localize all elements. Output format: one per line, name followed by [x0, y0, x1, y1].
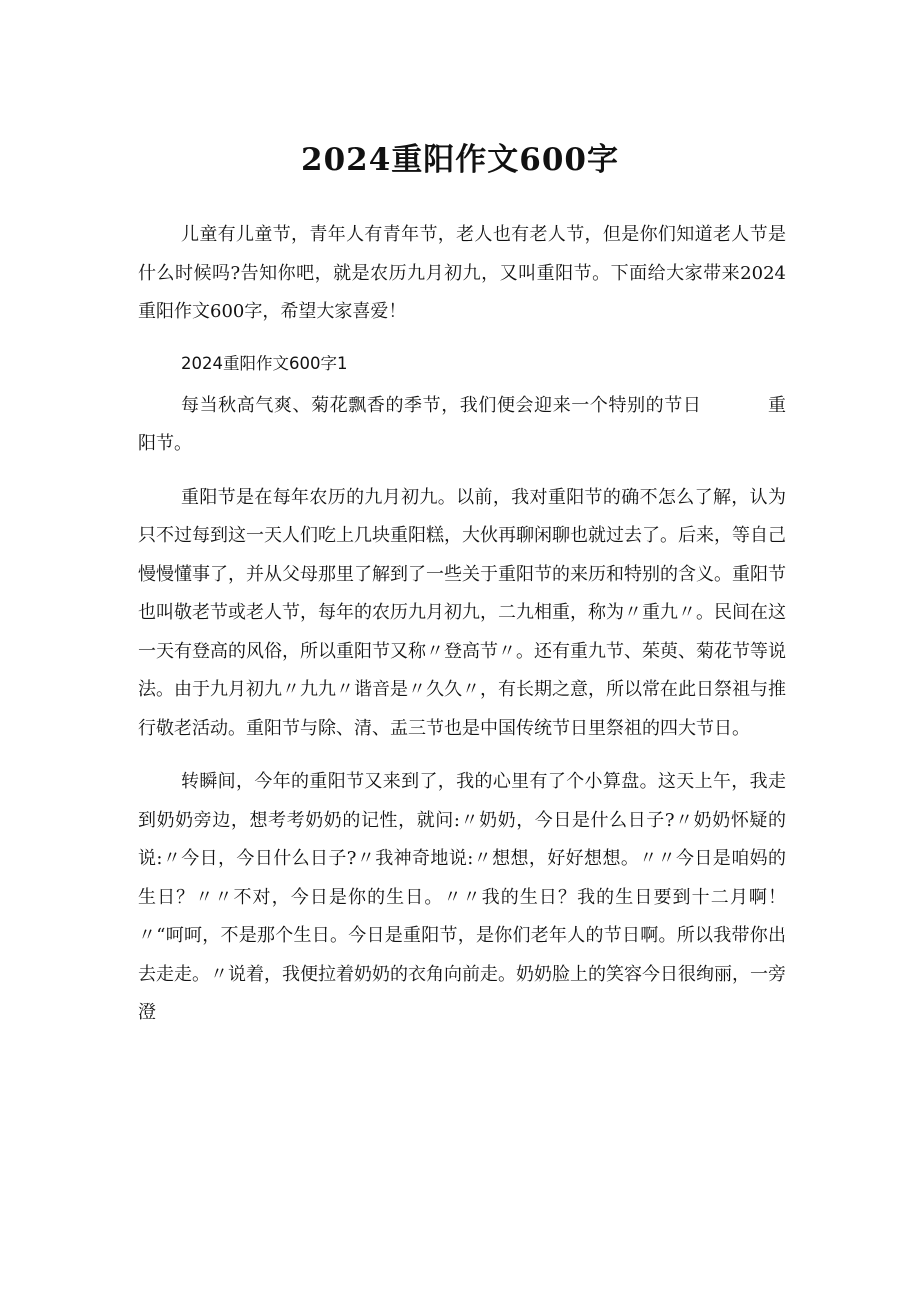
document-title: 2024重阳作文600字	[301, 142, 619, 178]
paragraph-1-text-end: 重阳节。	[138, 394, 787, 454]
document-body	[138, 216, 786, 1048]
paragraph-1-text: 每当秋高气爽、菊花飘香的季节，我们便会迎来一个特别的节日	[181, 394, 702, 416]
paragraph-1	[138, 387, 786, 464]
paragraph-2: 重阳节是在每年农历的九月初九。以前，我对重阳节的确不怎么了解，认为只不过每到这一天人们吃上几块重阳糕，大伙再聊闲聊也就过去了。后来，等自己慢慢懂事了，并从父母那里了解到了一些关于重阳节的来历和特别的含义。重阳节也叫敬老节或老人节，每年的农历九月初九，二九相重，称为〃重九〃。民间在这一天有登高的风俗，所以重阳节又称〃登高节〃。还有重九节、茱萸、菊花节等说法。由于九月初九〃九九〃谐音是〃久久〃，有长期之意，所以常在此日祭祖与推行敬老活动。重阳节与除、清、盂三节也是中国传统节日里祭祖的四大节日。	[138, 486, 786, 739]
section-heading: 2024重阳作文600字1	[181, 353, 348, 373]
paragraph-3: 转瞬间，今年的重阳节又来到了，我的心里有了个小算盘。这天上午，我走到奶奶旁边，想考考奶奶的记性，就问:〃奶奶，今日是什么日子?〃奶奶怀疑的说:〃今日，今日什么日子?〃我神奇地说:〃想想，好好想想。〃〃今日是咱妈的生日？〃〃不对，今日是你的生日。〃〃我的生日？我的生日要到十二月啊！〃“呵呵，不是那个生日。今日是重阳节，是你们老年人的节日啊。所以我带你出去走走。〃说着，我便拉着奶奶的衣角向前走。奶奶脸上的笑容今日很绚丽，一旁澄	[138, 771, 786, 1023]
intro-paragraph: 儿童有儿童节，青年人有青年节，老人也有老人节，但是你们知道老人节是什么时候吗?告知你吧，就是农历九月初九，又叫重阳节。下面给大家带来2024重阳作文600字，希望大家喜爱！	[138, 224, 786, 322]
